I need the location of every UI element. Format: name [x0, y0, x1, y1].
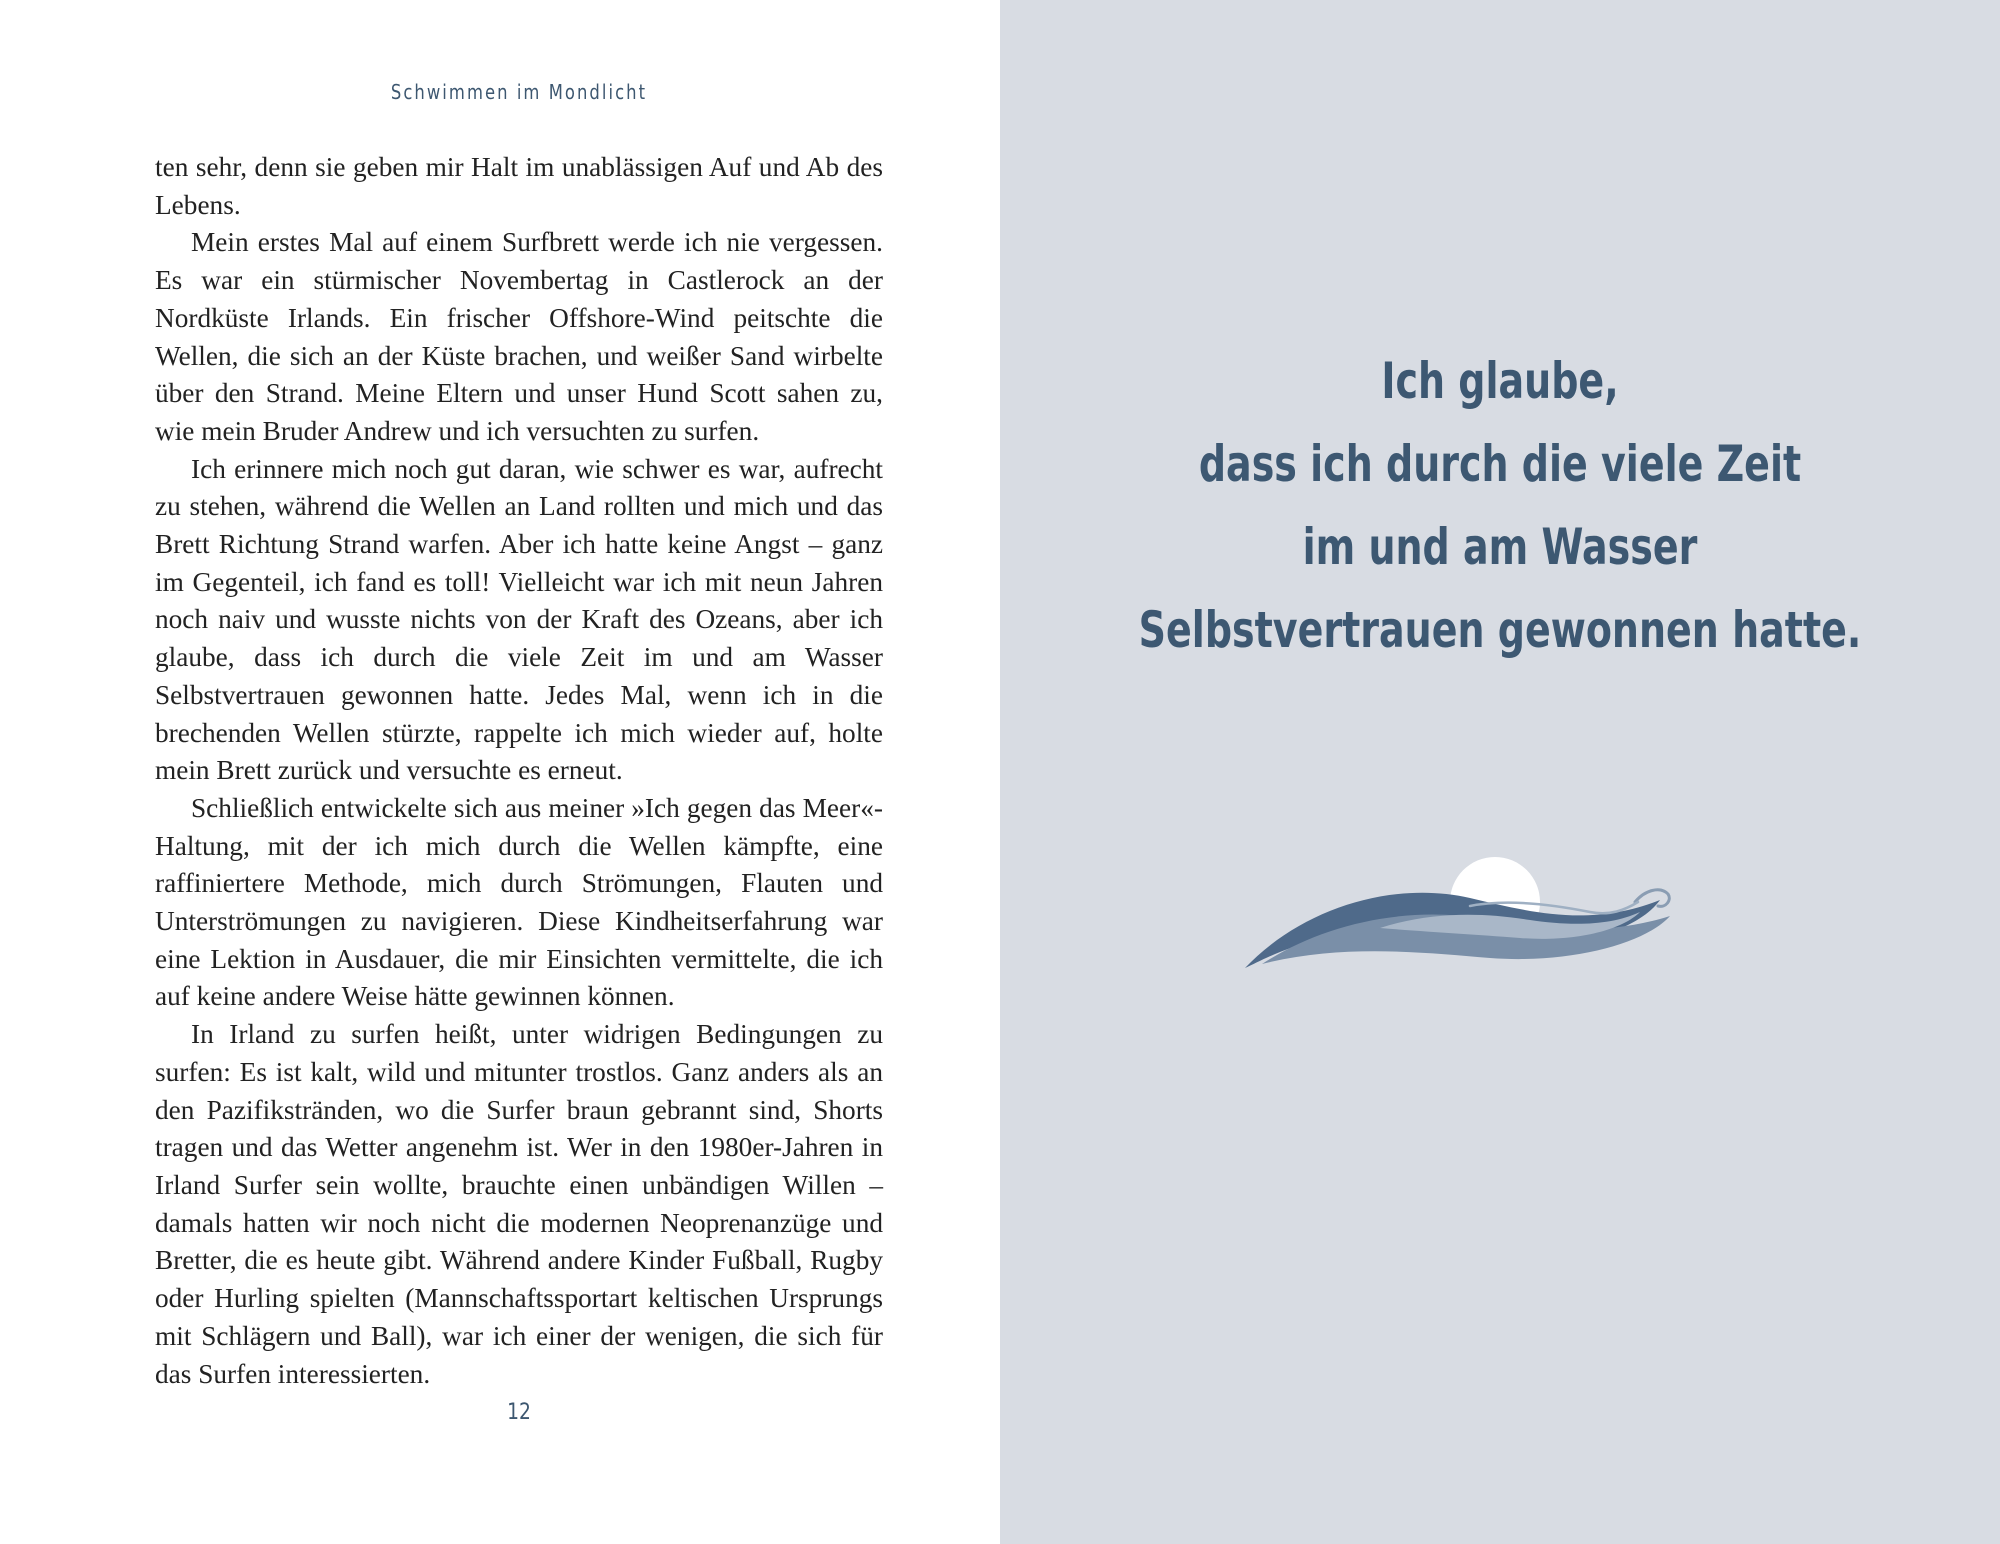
quote-line-4: Selbstvertrauen gewonnen hatte.: [1138, 601, 1862, 659]
wave-and-moon-icon: [1240, 840, 1720, 980]
paragraph-2: Mein erstes Mal auf einem Surfbrett werde ich nie vergessen. Es war ein stürmischer Novembertag in Castlerock an der Nordküste Irlands. Ein frischer Offshore-Wind peitschte die Wellen, die sich an der Küste brachen, und weißer Sand wirbelte über den Strand. Meine Eltern und unser Hund Scott sahen zu, wie mein Bruder Andrew und ich versuchten zu surfen.: [155, 227, 883, 446]
right-page: [1000, 0, 2000, 1544]
page-number: 12: [507, 1400, 531, 1425]
pull-quote: [1120, 340, 1880, 672]
quote-line-1: Ich glaube,: [1381, 352, 1619, 410]
paragraph-3: Ich erinnere mich noch gut daran, wie schwer es war, aufrecht zu stehen, während die Wellen an Land rollten und mich und das Brett Richtung Strand warfen. Aber ich hatte keine Angst – ganz im Gegenteil, ich fand es toll! Vielleicht war ich mit neun Jahren noch naiv und wusste nichts von der Kraft des Ozeans, aber ich glaube, dass ich durch die viele Zeit im und am Wasser Selbstvertrauen gewonnen hatte. Jedes Mal, wenn ich in die brechenden Wellen stürzte, rappelte ich mich wieder auf, holte mein Brett zurück und versuchte es erneut.: [155, 453, 883, 786]
running-head: Schwimmen im Mondlicht: [390, 80, 648, 104]
paragraph-1: ten sehr, denn sie geben mir Halt im unablässigen Auf und Ab des Lebens.: [155, 152, 883, 220]
paragraph-4: Schließlich entwickelte sich aus meiner »Ich gegen das Meer«-Haltung, mit der ich mich durch die Wellen kämpfte, eine raffiniertere Methode, mich durch Strömungen, Flauten und Unterströmungen zu navigieren. Diese Kindheitserfahrung war eine Lektion in Ausdauer, die mir Einsichten vermittelte, die ich auf keine andere Weise hätte gewinnen können.: [155, 792, 883, 1012]
body-text: [155, 149, 883, 1393]
quote-line-2: dass ich durch die viele Zeit: [1198, 435, 1802, 493]
paragraph-5: In Irland zu surfen heißt, unter widrigen Bedingungen zu surfen: Es ist kalt, wild und mitunter trostlos. Ganz anders als an den Pazifikstränden, wo die Surfer braun gebrannt sind, Shorts tragen und das Wetter angenehm ist. Wer in den 1980er-Jahren in Irland Surfer sein wollte, brauchte einen unbändigen Willen – damals hatten wir noch nicht die modernen Neoprenanzüge und Bretter, die es heute gibt. Während andere Kinder Fußball, Rugby oder Hurling spielten (Mannschaftssportart keltischen Ursprungs mit Schlägern und Ball), war ich einer der wenigen, die sich für das Surfen interessierten.: [155, 1019, 883, 1389]
quote-line-3: im und am Wasser: [1302, 518, 1698, 576]
